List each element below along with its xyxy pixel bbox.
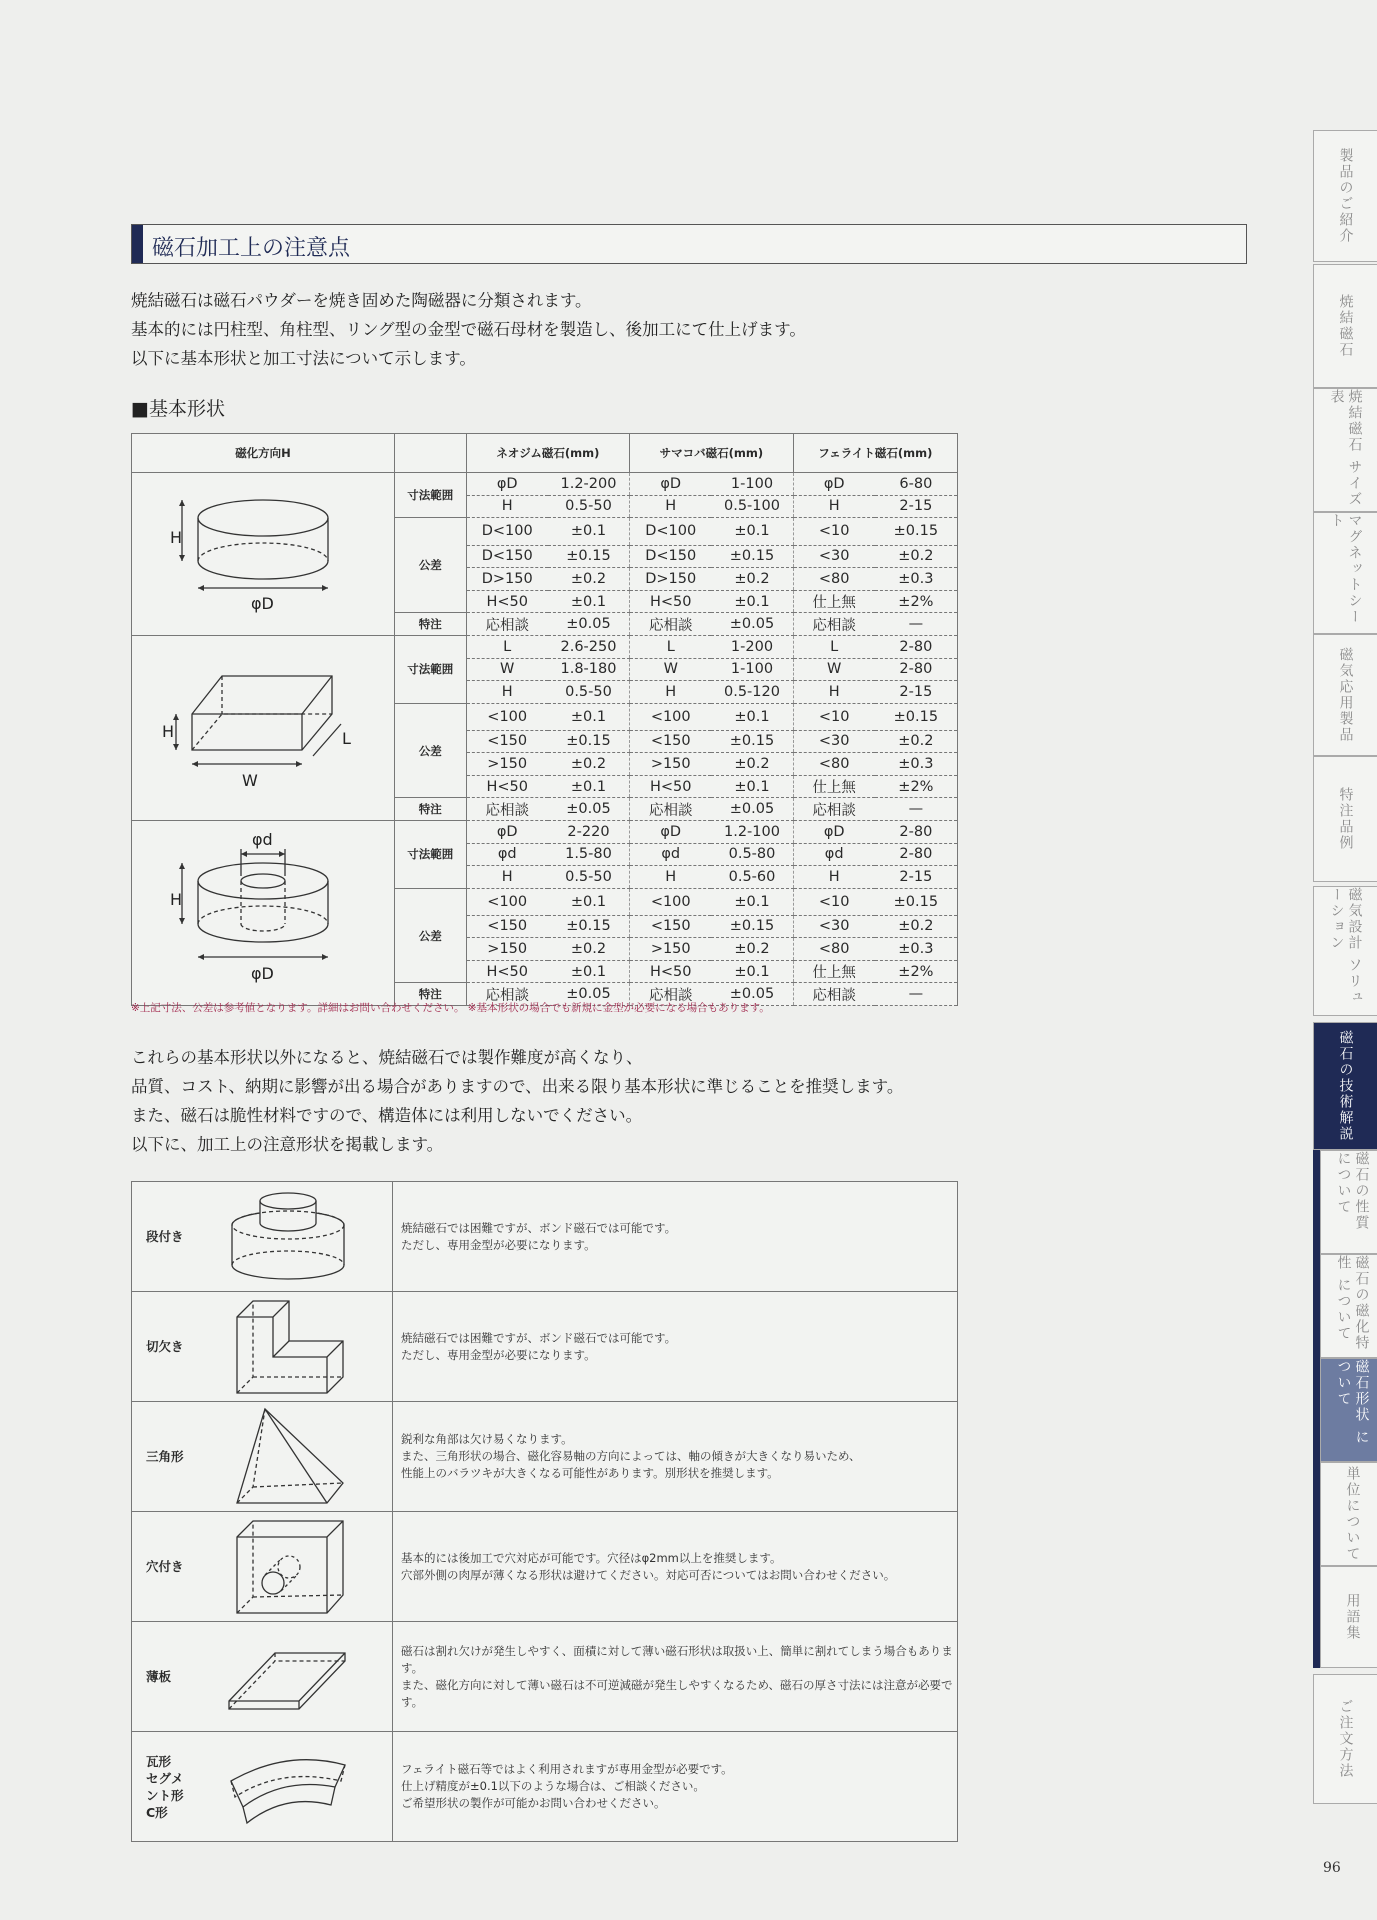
table-header: フェライト磁石(mm) bbox=[793, 434, 957, 473]
table-cell: 2-15 bbox=[875, 681, 958, 704]
table-cell: ±0.15 bbox=[711, 730, 793, 753]
sidebar-tab[interactable] bbox=[1313, 756, 1377, 882]
table-cell: W bbox=[793, 658, 875, 681]
table-cell: ±0.1 bbox=[548, 888, 630, 915]
table-cell: 応相談 bbox=[466, 798, 548, 821]
sidebar-section-line bbox=[1313, 1150, 1320, 1668]
stepped-cylinder-icon bbox=[184, 1182, 393, 1292]
caution-table bbox=[131, 1181, 958, 1842]
caution-name: 穴付き bbox=[132, 1512, 184, 1622]
body-line: また、磁石は脆性材料ですので、構造体には利用しないでください。 bbox=[131, 1106, 643, 1125]
table-cell: 0.5-50 bbox=[548, 681, 630, 704]
table-cell: ±0.1 bbox=[711, 518, 793, 545]
triangular-prism-icon bbox=[184, 1402, 393, 1512]
sidebar-tab[interactable] bbox=[1313, 886, 1377, 1016]
table-cell: H<50 bbox=[466, 775, 548, 798]
body-line: 以下に、加工上の注意形状を掲載します。 bbox=[131, 1135, 444, 1154]
row-group-label: 特注 bbox=[395, 798, 467, 821]
table-cell: H bbox=[630, 681, 712, 704]
table-cell: H bbox=[793, 495, 875, 518]
table-cell: 応相談 bbox=[466, 613, 548, 636]
table-row bbox=[132, 636, 958, 659]
caution-row bbox=[132, 1732, 958, 1842]
description-line: ただし、専用金型が必要になります。 bbox=[401, 1237, 596, 1252]
table-cell: 2-80 bbox=[875, 821, 958, 844]
sidebar-tab-label: マグネットシート bbox=[1328, 513, 1363, 625]
caution-description bbox=[393, 1732, 958, 1842]
table-cell: >150 bbox=[630, 938, 712, 961]
table-cell: 1.8-180 bbox=[548, 658, 630, 681]
sidebar-tab-label: 磁石の磁化特性 について bbox=[1335, 1255, 1370, 1351]
table-header-row bbox=[132, 434, 958, 473]
table-cell: 応相談 bbox=[793, 983, 875, 1006]
table-cell: 応相談 bbox=[630, 983, 712, 1006]
table-note: ※上記寸法、公差は参考値となります。詳細はお問い合わせください。 ※基本形状の場合でも新規に金型が必要になる場合もあります。 bbox=[131, 1002, 770, 1014]
table-cell: ±0.1 bbox=[711, 703, 793, 730]
sidebar-tab[interactable] bbox=[1320, 1566, 1377, 1668]
diagram-label: φD bbox=[251, 594, 274, 613]
table-cell: ±0.1 bbox=[711, 775, 793, 798]
caution-description bbox=[393, 1292, 958, 1402]
diagram-label: φD bbox=[251, 964, 274, 983]
diagram-label: H bbox=[170, 890, 183, 909]
table-cell: ±0.1 bbox=[711, 960, 793, 983]
table-cell: H bbox=[793, 866, 875, 889]
sidebar-tab-label: 磁気応用製品 bbox=[1337, 647, 1354, 743]
table-cell: ±0.2 bbox=[548, 568, 630, 591]
table-cell: ±0.15 bbox=[548, 545, 630, 568]
caution-row bbox=[132, 1402, 958, 1512]
table-cell: <80 bbox=[793, 568, 875, 591]
table-cell: 0.5-120 bbox=[711, 681, 793, 704]
table-cell: D<150 bbox=[466, 545, 548, 568]
sidebar-tab[interactable] bbox=[1313, 512, 1377, 634]
table-cell: ±0.05 bbox=[711, 613, 793, 636]
diagram-label: H bbox=[170, 528, 183, 547]
sidebar-tab-label: 単位について bbox=[1344, 1466, 1361, 1562]
notched-block-icon bbox=[184, 1292, 393, 1402]
caution-name: 段付き bbox=[132, 1182, 184, 1292]
sidebar-tab-label: 磁石の性質 について bbox=[1335, 1151, 1370, 1231]
row-group-label: 特注 bbox=[395, 613, 467, 636]
table-cell: ±0.1 bbox=[548, 590, 630, 613]
sidebar-tab[interactable] bbox=[1320, 1150, 1377, 1254]
table-cell: 0.5-100 bbox=[711, 495, 793, 518]
holed-block-icon bbox=[184, 1512, 393, 1622]
table-cell: <10 bbox=[793, 888, 875, 915]
intro-line: 基本的には円柱型、角柱型、リング型の金型で磁石母材を製造し、後加工にて仕上げます。 bbox=[131, 320, 806, 339]
table-cell: <80 bbox=[793, 753, 875, 776]
diagram-label: W bbox=[242, 771, 258, 790]
sidebar-tab[interactable] bbox=[1320, 1462, 1377, 1566]
table-header-blank bbox=[395, 434, 467, 473]
sidebar-tab[interactable] bbox=[1313, 634, 1377, 756]
table-cell: 応相談 bbox=[793, 798, 875, 821]
table-cell: H<50 bbox=[630, 960, 712, 983]
table-cell: D<100 bbox=[466, 518, 548, 545]
description-line: 基本的には後加工で穴対応が可能です。穴径はφ2mm以上を推奨します。 bbox=[401, 1550, 782, 1565]
table-cell: ±0.05 bbox=[548, 983, 630, 1006]
row-group-label: 寸法範囲 bbox=[395, 821, 467, 889]
table-cell: 仕上無 bbox=[793, 775, 875, 798]
table-cell: L bbox=[466, 636, 548, 659]
table-cell: 0.5-50 bbox=[548, 495, 630, 518]
table-cell: φd bbox=[793, 843, 875, 866]
table-cell: D<150 bbox=[630, 545, 712, 568]
table-cell: H bbox=[466, 681, 548, 704]
description-line: 鋭利な角部は欠け易くなります。 bbox=[401, 1432, 573, 1446]
table-cell: ±0.2 bbox=[875, 915, 958, 938]
table-cell: ±0.15 bbox=[548, 730, 630, 753]
rect-prism-diagram bbox=[132, 636, 394, 816]
thin-plate-icon bbox=[184, 1622, 393, 1732]
table-cell: >150 bbox=[466, 938, 548, 961]
sidebar-tab-label: 特注品例 bbox=[1337, 787, 1354, 851]
table-cell: ±0.1 bbox=[548, 703, 630, 730]
table-cell: 1-200 bbox=[711, 636, 793, 659]
table-header: サマコバ磁石(mm) bbox=[630, 434, 794, 473]
table-cell: <100 bbox=[630, 703, 712, 730]
spec-table bbox=[131, 433, 958, 1006]
table-cell: <100 bbox=[466, 888, 548, 915]
description-line: 磁石は割れ欠けが発生しやすく、面積に対して薄い磁石形状は取扱い上、簡単に割れてしまう場合もあります。 bbox=[401, 1643, 953, 1675]
table-cell: <100 bbox=[466, 703, 548, 730]
intro-text bbox=[131, 286, 806, 373]
sidebar-tab-label: 焼結磁石 サイズ表 bbox=[1328, 389, 1363, 508]
table-cell: 6-80 bbox=[875, 473, 958, 496]
table-cell: 0.5-60 bbox=[711, 866, 793, 889]
shape-drawing-cell bbox=[132, 473, 395, 636]
sidebar-tab-label: 磁石形状 について bbox=[1335, 1359, 1370, 1446]
table-cell: ±0.3 bbox=[875, 753, 958, 776]
caution-row bbox=[132, 1622, 958, 1732]
sidebar-tab[interactable] bbox=[1320, 1358, 1377, 1462]
table-cell: ±0.15 bbox=[875, 888, 958, 915]
table-cell: 応相談 bbox=[630, 613, 712, 636]
table-cell: ±0.15 bbox=[548, 915, 630, 938]
table-cell: H bbox=[466, 866, 548, 889]
table-cell: D>150 bbox=[630, 568, 712, 591]
table-cell: <10 bbox=[793, 518, 875, 545]
table-cell: ±2% bbox=[875, 960, 958, 983]
description-line: 焼結磁石では困難ですが、ボンド磁石では可能です。 bbox=[401, 1220, 677, 1235]
table-cell: φd bbox=[466, 843, 548, 866]
table-cell: — bbox=[875, 983, 958, 1006]
table-cell: ±0.1 bbox=[548, 775, 630, 798]
sidebar-tab-label: ご注文方法 bbox=[1337, 1699, 1354, 1779]
table-cell: H<50 bbox=[466, 590, 548, 613]
table-cell: >150 bbox=[466, 753, 548, 776]
caution-description bbox=[393, 1622, 958, 1732]
caution-row bbox=[132, 1182, 958, 1292]
table-cell: 応相談 bbox=[793, 613, 875, 636]
description-line: フェライト磁石等ではよく利用されますが専用金型が必要です。 bbox=[401, 1762, 733, 1776]
table-cell: φD bbox=[466, 473, 548, 496]
table-header: ネオジム磁石(mm) bbox=[466, 434, 630, 473]
caution-name: 切欠き bbox=[132, 1292, 184, 1402]
table-cell: H bbox=[793, 681, 875, 704]
row-group-label: 寸法範囲 bbox=[395, 636, 467, 704]
cylinder-diagram bbox=[132, 473, 394, 631]
table-cell: φD bbox=[630, 821, 712, 844]
table-cell: 1-100 bbox=[711, 658, 793, 681]
table-cell: φD bbox=[793, 473, 875, 496]
caution-row bbox=[132, 1292, 958, 1402]
sidebar-tab-label: 用語集 bbox=[1344, 1593, 1361, 1641]
table-cell: L bbox=[630, 636, 712, 659]
header-accent-bar bbox=[132, 225, 143, 263]
description-line: また、三角形状の場合、磁化容易軸の方向によっては、軸の傾きが大きくなり易いため、 bbox=[401, 1449, 861, 1463]
table-cell: W bbox=[466, 658, 548, 681]
table-cell: ±0.05 bbox=[548, 613, 630, 636]
row-group-label: 公差 bbox=[395, 518, 467, 613]
arc-segment-icon bbox=[184, 1732, 393, 1842]
table-cell: ±0.1 bbox=[711, 590, 793, 613]
ring-diagram bbox=[132, 821, 394, 1001]
table-cell: 仕上無 bbox=[793, 590, 875, 613]
section-header bbox=[131, 224, 1247, 264]
table-cell: 応相談 bbox=[466, 983, 548, 1006]
table-cell: ±0.05 bbox=[711, 983, 793, 1006]
intro-line: 以下に基本形状と加工寸法について示します。 bbox=[131, 349, 476, 368]
shape-drawing-cell bbox=[132, 821, 395, 1006]
body-line: 品質、コスト、納期に影響が出る場合がありますので、出来る限り基本形状に準じることを推奨します。 bbox=[131, 1077, 904, 1096]
table-cell: φd bbox=[630, 843, 712, 866]
table-cell: 0.5-80 bbox=[711, 843, 793, 866]
description-line: ただし、専用金型が必要になります。 bbox=[401, 1347, 596, 1362]
table-cell: ±0.15 bbox=[875, 703, 958, 730]
body-text bbox=[131, 1043, 903, 1159]
table-cell: <150 bbox=[630, 730, 712, 753]
table-cell: >150 bbox=[630, 753, 712, 776]
table-row bbox=[132, 473, 958, 496]
table-header: 磁化方向H bbox=[132, 434, 395, 473]
diagram-label: H bbox=[162, 722, 175, 741]
table-cell: L bbox=[793, 636, 875, 659]
sidebar-tab-label: 磁気設計 ソリューション bbox=[1328, 887, 1363, 1006]
table-cell: 2-220 bbox=[548, 821, 630, 844]
table-cell: ±0.1 bbox=[548, 960, 630, 983]
sidebar-tab-label: 焼結磁石 bbox=[1337, 294, 1354, 358]
table-cell: ±2% bbox=[875, 775, 958, 798]
intro-line: 焼結磁石は磁石パウダーを焼き固めた陶磁器に分類されます。 bbox=[131, 291, 592, 310]
table-row bbox=[132, 821, 958, 844]
table-cell: ±0.05 bbox=[711, 798, 793, 821]
row-group-label: 寸法範囲 bbox=[395, 473, 467, 518]
table-cell: ±0.1 bbox=[548, 518, 630, 545]
caution-name: 薄板 bbox=[132, 1622, 184, 1732]
caution-name: 三角形 bbox=[132, 1402, 184, 1512]
table-cell: 2-15 bbox=[875, 866, 958, 889]
description-line: 穴部外側の肉厚が薄くなる形状は避けてください。対応可否についてはお問い合わせください。 bbox=[401, 1567, 896, 1582]
table-cell: ±0.2 bbox=[875, 545, 958, 568]
sidebar-tab[interactable] bbox=[1313, 1022, 1377, 1150]
table-cell: <30 bbox=[793, 915, 875, 938]
table-cell: ±0.15 bbox=[711, 545, 793, 568]
table-cell: ±0.3 bbox=[875, 568, 958, 591]
table-cell: 1-100 bbox=[711, 473, 793, 496]
table-cell: 2-80 bbox=[875, 658, 958, 681]
row-group-label: 公差 bbox=[395, 888, 467, 983]
table-cell: 1.2-200 bbox=[548, 473, 630, 496]
table-cell: <80 bbox=[793, 938, 875, 961]
description-line: 性能上のバラツキが大きくなる可能性があります。別形状を推奨します。 bbox=[401, 1466, 779, 1480]
row-group-label: 公差 bbox=[395, 703, 467, 798]
table-cell: ±0.15 bbox=[711, 915, 793, 938]
table-cell: ±0.1 bbox=[711, 888, 793, 915]
table-cell: 1.2-100 bbox=[711, 821, 793, 844]
caution-name: 瓦形 セグメント形 C形 bbox=[132, 1732, 184, 1842]
table-cell: H bbox=[466, 495, 548, 518]
table-cell: 0.5-50 bbox=[548, 866, 630, 889]
subheading: ■基本形状 bbox=[131, 398, 225, 420]
table-cell: <100 bbox=[630, 888, 712, 915]
caution-description bbox=[393, 1512, 958, 1622]
table-cell: ±0.2 bbox=[548, 753, 630, 776]
description-line: また、磁化方向に対して薄い磁石は不可逆減磁が発生しやすくなるため、磁石の厚さ寸法には注意が必要です。 bbox=[401, 1677, 953, 1709]
table-cell: — bbox=[875, 613, 958, 636]
table-cell: 応相談 bbox=[630, 798, 712, 821]
sidebar-tab[interactable] bbox=[1313, 264, 1377, 388]
caution-description bbox=[393, 1182, 958, 1292]
sidebar-tab[interactable] bbox=[1313, 130, 1377, 262]
table-cell: H bbox=[630, 495, 712, 518]
table-cell: H<50 bbox=[630, 775, 712, 798]
page-number: 96 bbox=[1323, 1860, 1341, 1876]
description-line: ご希望形状の製作が可能かお問い合わせください。 bbox=[401, 1796, 666, 1810]
table-cell: W bbox=[630, 658, 712, 681]
shape-drawing-cell bbox=[132, 636, 395, 821]
table-cell: D>150 bbox=[466, 568, 548, 591]
diagram-label: L bbox=[342, 729, 351, 748]
table-cell: ±2% bbox=[875, 590, 958, 613]
diagram-label: φd bbox=[252, 830, 273, 849]
description-line: 焼結磁石では困難ですが、ボンド磁石では可能です。 bbox=[401, 1330, 677, 1345]
table-cell: <30 bbox=[793, 545, 875, 568]
table-cell: 2-80 bbox=[875, 636, 958, 659]
sidebar-tab-label: 磁石の技術解説 bbox=[1337, 1030, 1354, 1142]
table-cell: ±0.05 bbox=[548, 798, 630, 821]
table-cell: 仕上無 bbox=[793, 960, 875, 983]
table-cell: H<50 bbox=[466, 960, 548, 983]
table-cell: <10 bbox=[793, 703, 875, 730]
table-cell: ±0.3 bbox=[875, 938, 958, 961]
table-cell: ±0.2 bbox=[711, 568, 793, 591]
table-cell: H bbox=[630, 866, 712, 889]
sidebar-tab[interactable] bbox=[1313, 1674, 1377, 1804]
section-title: 磁石加工上の注意点 bbox=[152, 236, 351, 261]
table-cell: ±0.2 bbox=[711, 753, 793, 776]
table-cell: φD bbox=[630, 473, 712, 496]
sidebar-tab[interactable] bbox=[1313, 388, 1377, 512]
table-cell: ±0.2 bbox=[548, 938, 630, 961]
table-cell: ±0.2 bbox=[711, 938, 793, 961]
table-cell: <150 bbox=[466, 915, 548, 938]
description-line: 仕上げ精度が±0.1以下のような場合は、ご相談ください。 bbox=[401, 1779, 705, 1793]
table-cell: 2.6-250 bbox=[548, 636, 630, 659]
row-group-label: 特注 bbox=[395, 983, 467, 1006]
caution-row bbox=[132, 1512, 958, 1622]
table-cell: <150 bbox=[630, 915, 712, 938]
table-cell: φD bbox=[793, 821, 875, 844]
table-cell: ±0.2 bbox=[875, 730, 958, 753]
table-cell: <30 bbox=[793, 730, 875, 753]
caution-description bbox=[393, 1402, 958, 1512]
table-cell: — bbox=[875, 798, 958, 821]
table-cell: φD bbox=[466, 821, 548, 844]
table-cell: H<50 bbox=[630, 590, 712, 613]
table-cell: ±0.15 bbox=[875, 518, 958, 545]
table-cell: 2-15 bbox=[875, 495, 958, 518]
table-cell: <150 bbox=[466, 730, 548, 753]
table-cell: 2-80 bbox=[875, 843, 958, 866]
table-cell: 1.5-80 bbox=[548, 843, 630, 866]
body-line: これらの基本形状以外になると、焼結磁石では製作難度が高くなり、 bbox=[131, 1048, 643, 1067]
table-cell: D<100 bbox=[630, 518, 712, 545]
sidebar-tab-label: 製品のご紹介 bbox=[1337, 148, 1354, 244]
sidebar-tab[interactable] bbox=[1320, 1254, 1377, 1358]
